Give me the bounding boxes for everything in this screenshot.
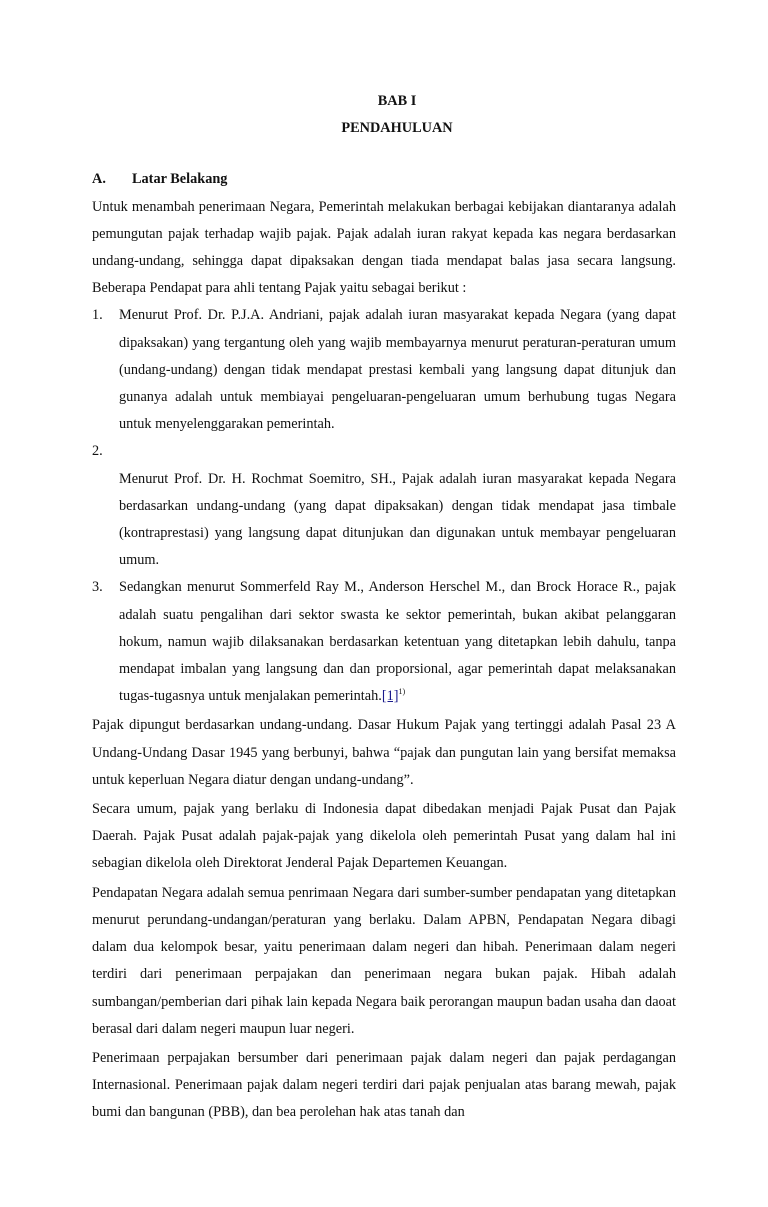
document-page <box>92 88 676 1127</box>
list-item <box>92 438 676 574</box>
list-number: 1. <box>92 307 103 324</box>
body-paragraph: Pajak dipungut berdasarkan undang-undang. Dasar Hukum Pajak yang tertinggi adalah Pasal 23 A Undang-Undang Dasar 1945 yang berbunyi, bahwa “pajak dan pungutan lain yang bersifat memaksa untuk keperluan Negara diatur dengan undang-undang”. <box>92 717 676 788</box>
section-number: A. <box>92 171 106 188</box>
list-text: Menurut Prof. Dr. P.J.A. Andriani, pajak adalah iuran masyarakat kepada Negara (yang dapat dipaksakan) yang tergantung oleh yang wajib membayarnya menurut peraturan-peraturan umum (undang-undang) dengan tidak mendapat prestasi kembali yang langsung dapat ditunjuk dan gunanya adalah untuk membiayai pengeluaran-pengeluaran umum berhubung tugas Negara untuk menyelenggarakan pemerintah. <box>119 307 676 433</box>
list-text: Sedangkan menurut Sommerfeld Ray M., Anderson Herschel M., dan Brock Horace R., pajak adalah suatu pengalihan dari sektor swasta ke sektor pemerintah, bukan akibat pelanggaran hokum, namun wajib dilaksanakan berdasarkan ketentuan yang ditetapkan lebih dahulu, tanpa mendapat imbalan yang langsung dan dan proporsional, agar pemerintah dapat melaksanakan tugas-tugasnya untuk menjalakan pemerintah. <box>119 579 676 705</box>
list-item <box>92 302 676 438</box>
list-text: Menurut Prof. Dr. H. Rochmat Soemitro, SH., Pajak adalah iuran masyarakat kepada Negara berdasarkan undang-undang (yang dapat dipaksakan) dengan tidak mendapat jasa timbale (kontraprestasi) yang langsung dapat ditunjukan dan digunakan untuk membayar pengeluaran umum. <box>119 470 676 569</box>
body-paragraph: Secara umum, pajak yang berlaku di Indonesia dapat dibedakan menjadi Pajak Pusat dan Pajak Daerah. Pajak Pusat adalah pajak-pajak yang dikelola oleh pemerintah Pusat yang dalam hal ini sebagian dikelola oleh Direktorat Jenderal Pajak Departemen Keuangan. <box>92 801 676 872</box>
intro-paragraph: Untuk menambah penerimaan Negara, Pemerintah melakukan berbagai kebijakan diantaranya adalah pemungutan pajak terhadap wajib pajak. Pajak adalah iuran rakyat kepada kas negara berdasarkan undang-undang, sehingga dapat dipaksakan dengan tiada mendapat balas jasa secara langsung. Beberapa Pendapat para ahli tentang Pajak yaitu sebagai berikut : <box>92 198 676 297</box>
list-number: 2. <box>92 443 103 460</box>
list-text-container <box>119 574 676 710</box>
footnote-marker: 1) <box>398 687 406 697</box>
list-number: 3. <box>92 579 103 596</box>
footnote-link[interactable]: [1] <box>381 688 399 705</box>
section-heading <box>92 166 676 193</box>
body-paragraph: Pendapatan Negara adalah semua penrimaan Negara dari sumber-sumber pendapatan yang ditetapkan menurut perundang-undangan/peraturan yang berlaku. Dalam APBN, Pendapatan Negara dibagi dalam dua kelompok besar, yaitu penerimaan dalam negeri dan hibah. Penerimaan dalam negeri terdiri dari penerimaan perpajakan dan penerimaan negara bukan pajak. Hibah adalah sumbangan/pemberian dari pihak lain kepada Negara baik perorangan maupun badan usaha dan daoat berasal dari dalam negeri maupun luar negeri. <box>92 884 676 1037</box>
chapter-title: PENDAHULUAN <box>341 120 453 137</box>
chapter-label: BAB I <box>377 93 417 109</box>
list-item <box>92 574 676 710</box>
body-paragraph: Penerimaan perpajakan bersumber dari penerimaan pajak dalam negeri dan pajak perdagangan Internasional. Penerimaan pajak dalam negeri terdiri dari pajak penjualan atas barang mewah, pajak bumi dan bangunan (PBB), dan bea perolehan hak atas tanah dan <box>92 1049 676 1121</box>
section-title: Latar Belakang <box>132 171 228 188</box>
